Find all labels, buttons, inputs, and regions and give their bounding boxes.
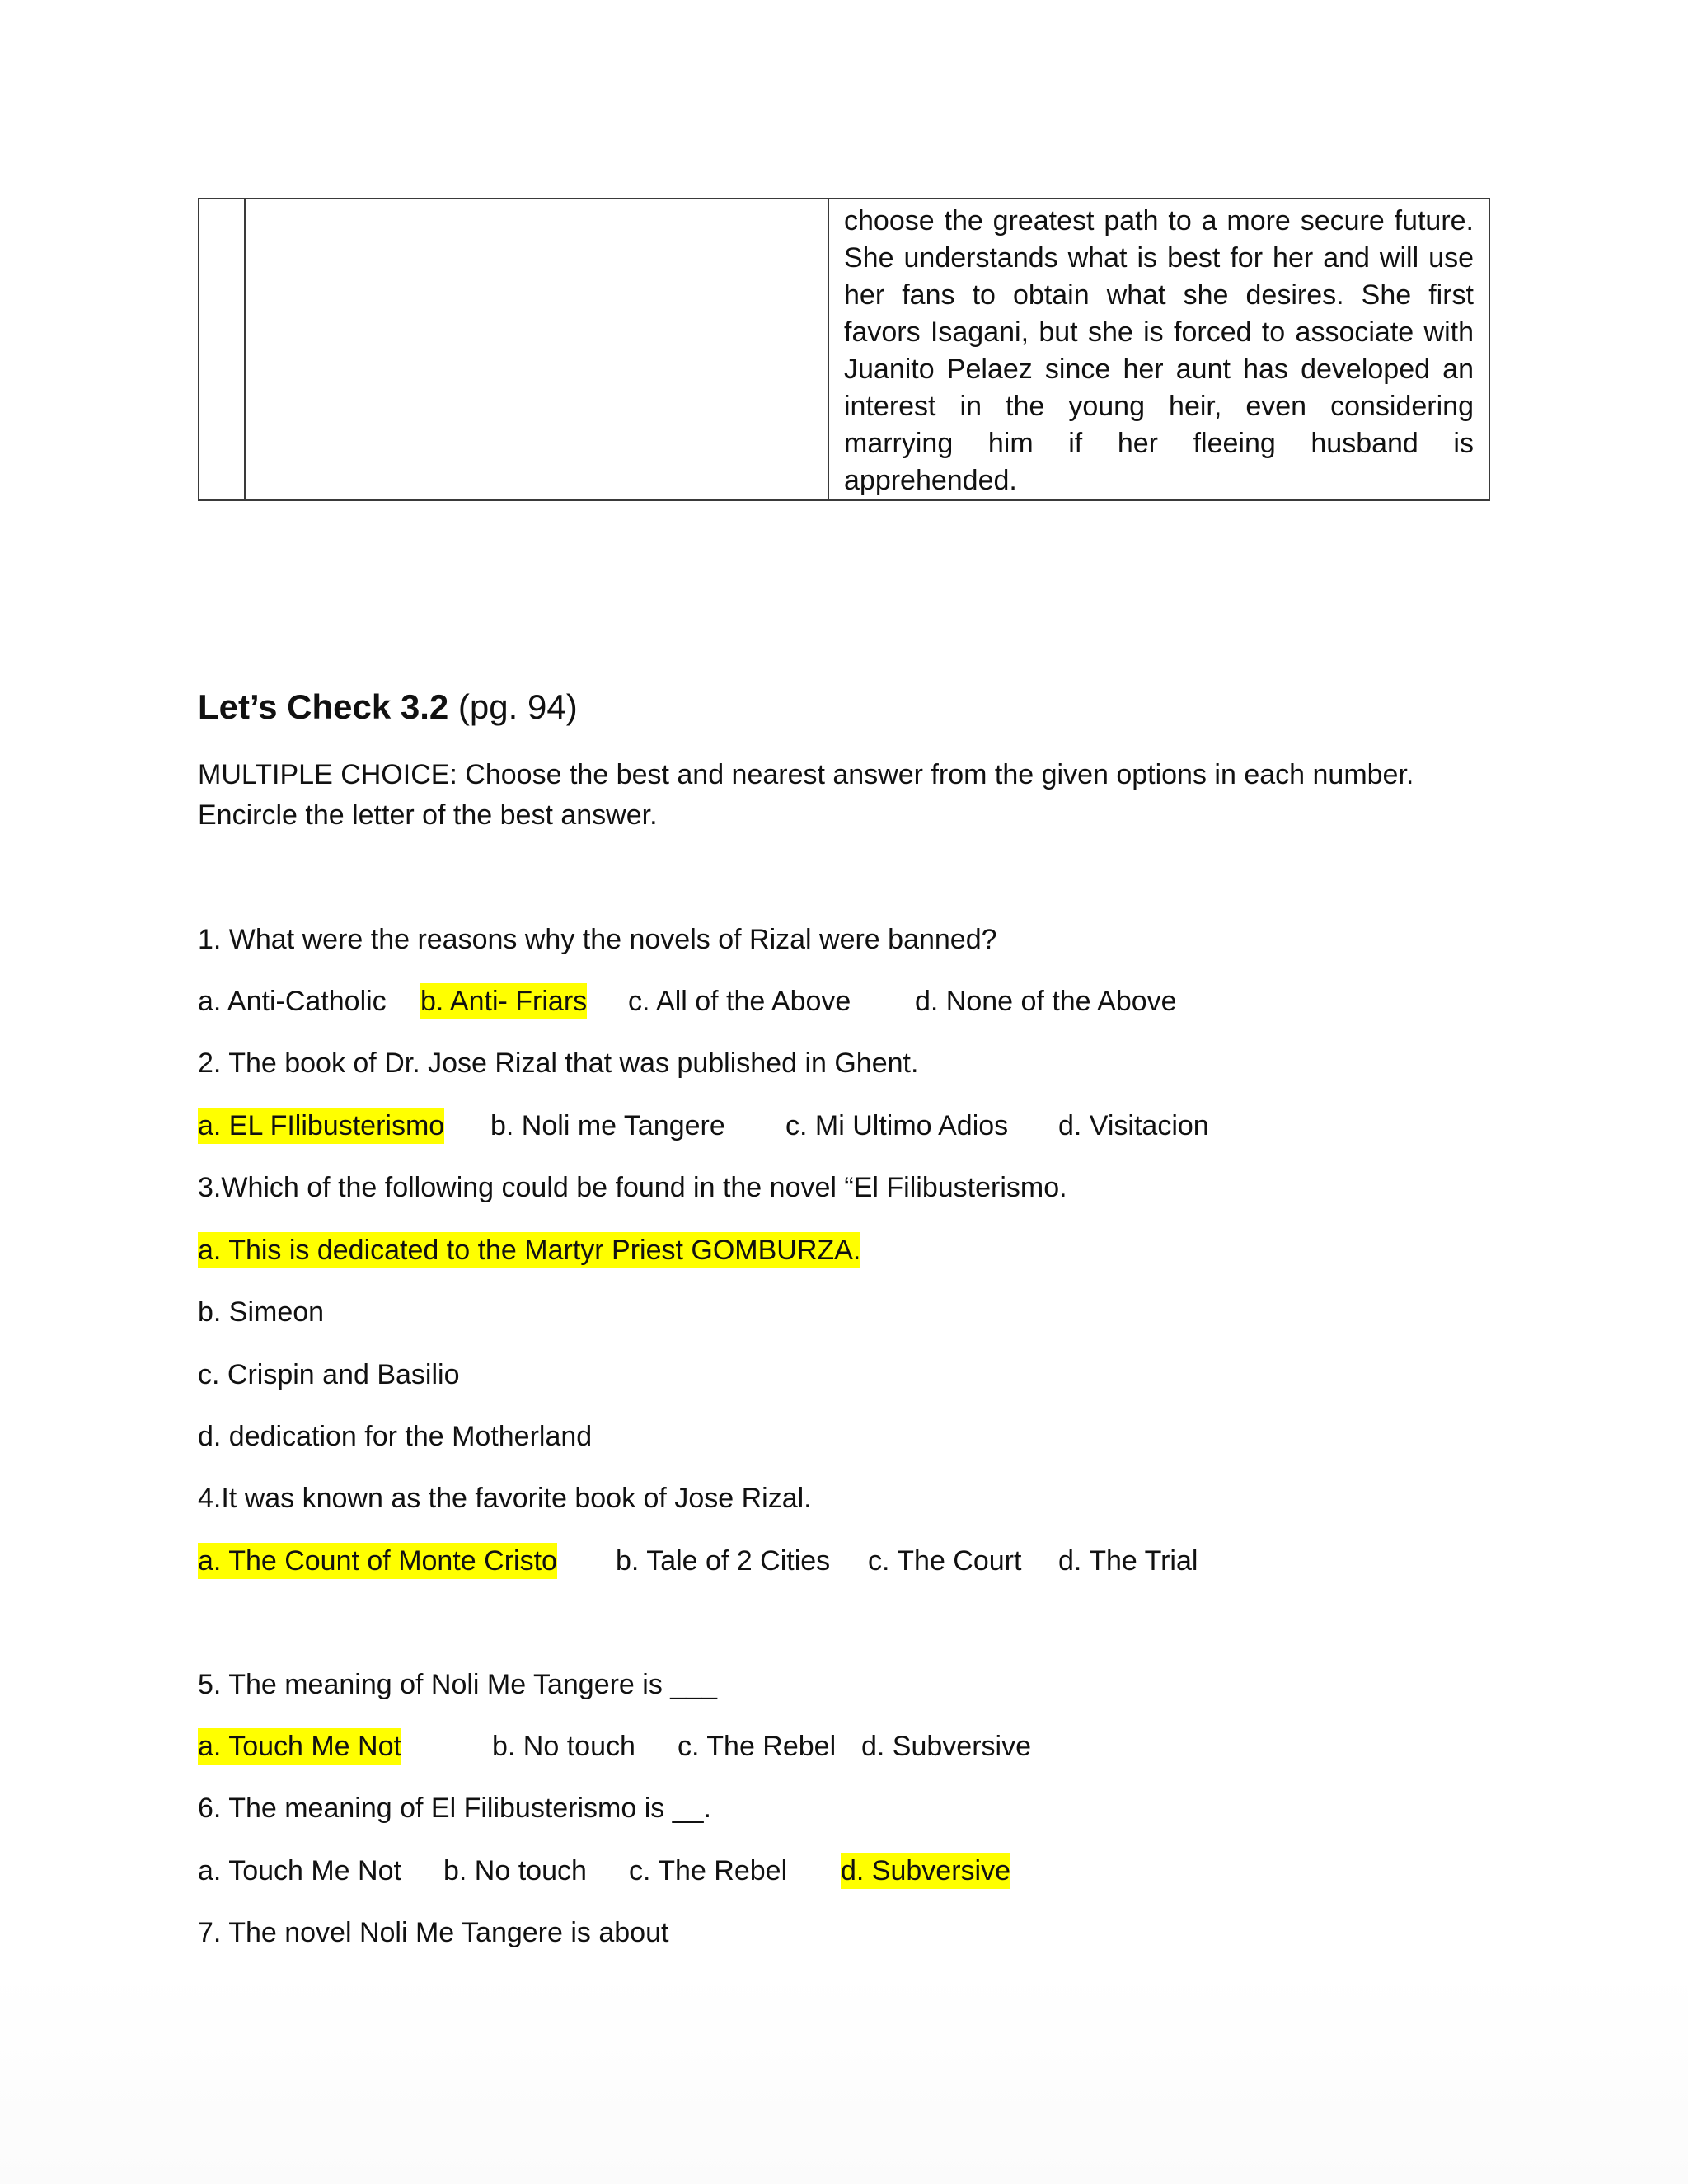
q6-option-b: b. No touch xyxy=(443,1855,587,1886)
character-table xyxy=(198,198,1490,501)
q2-option-d: d. Visitacion xyxy=(1058,1110,1209,1141)
table-row xyxy=(199,199,1489,500)
question-4: 4.It was known as the favorite book of Jose Rizal. xyxy=(198,1483,812,1514)
q6-option-a: a. Touch Me Not xyxy=(198,1855,401,1886)
page-shade xyxy=(0,1970,1688,2184)
q5-option-a-highlighted: a. Touch Me Not xyxy=(198,1728,401,1765)
q1-option-c: c. All of the Above xyxy=(628,986,851,1017)
q5-option-b: b. No touch xyxy=(492,1731,635,1762)
table-cell-character xyxy=(245,199,828,500)
section-title-bold: Let’s Check 3.2 xyxy=(198,687,449,726)
description-text: choose the greatest path to a more secure future. She understands what is best for her and will use her fans to obtain what she desires. She first favors Isagani, but she is forced to associate with Juanito Pelaez since her aunt has developed an interest in the young heir, even considering marrying him if her fleeing husband is apprehended. xyxy=(844,205,1474,496)
q4-option-c: c. The Court xyxy=(868,1545,1022,1577)
q2-option-a-highlighted: a. EL FIlibusterismo xyxy=(198,1108,444,1144)
q3-option-c: c. Crispin and Basilio xyxy=(198,1359,460,1390)
q6-option-d-highlighted: d. Subversive xyxy=(841,1853,1010,1889)
table-cell-description xyxy=(828,199,1489,500)
q1-option-b-highlighted: b. Anti- Friars xyxy=(420,983,587,1019)
q5-option-d: d. Subversive xyxy=(861,1731,1031,1762)
q1-option-d: d. None of the Above xyxy=(915,986,1177,1017)
q6-option-c: c. The Rebel xyxy=(629,1855,788,1886)
section-title-page: (pg. 94) xyxy=(448,687,578,726)
q3-option-a-highlighted: a. This is dedicated to the Martyr Priest GOMBURZA. xyxy=(198,1232,860,1268)
instructions: MULTIPLE CHOICE: Choose the best and nearest answer from the given options in each number. Encircle the letter of the best answer. xyxy=(198,759,1414,831)
question-6: 6. The meaning of El Filibusterismo is __. xyxy=(198,1793,711,1824)
question-5: 5. The meaning of Noli Me Tangere is ___ xyxy=(198,1669,718,1700)
q5-option-c: c. The Rebel xyxy=(678,1731,837,1762)
q4-option-a-highlighted: a. The Count of Monte Cristo xyxy=(198,1543,557,1579)
question-2: 2. The book of Dr. Jose Rizal that was published in Ghent. xyxy=(198,1047,919,1079)
question-7: 7. The novel Noli Me Tangere is about xyxy=(198,1917,669,1948)
table-cell-number xyxy=(199,199,245,500)
q3-option-d: d. dedication for the Motherland xyxy=(198,1421,593,1452)
question-1: 1. What were the reasons why the novels of Rizal were banned? xyxy=(198,924,997,955)
q4-option-b: b. Tale of 2 Cities xyxy=(616,1545,831,1577)
question-3: 3.Which of the following could be found in the novel “El Filibusterismo. xyxy=(198,1172,1067,1203)
section-title xyxy=(198,684,578,730)
q3-option-b: b. Simeon xyxy=(198,1296,325,1328)
q4-option-d: d. The Trial xyxy=(1058,1545,1198,1577)
q1-option-a: a. Anti-Catholic xyxy=(198,986,387,1017)
q2-option-b: b. Noli me Tangere xyxy=(490,1110,725,1141)
q2-option-c: c. Mi Ultimo Adios xyxy=(785,1110,1009,1141)
